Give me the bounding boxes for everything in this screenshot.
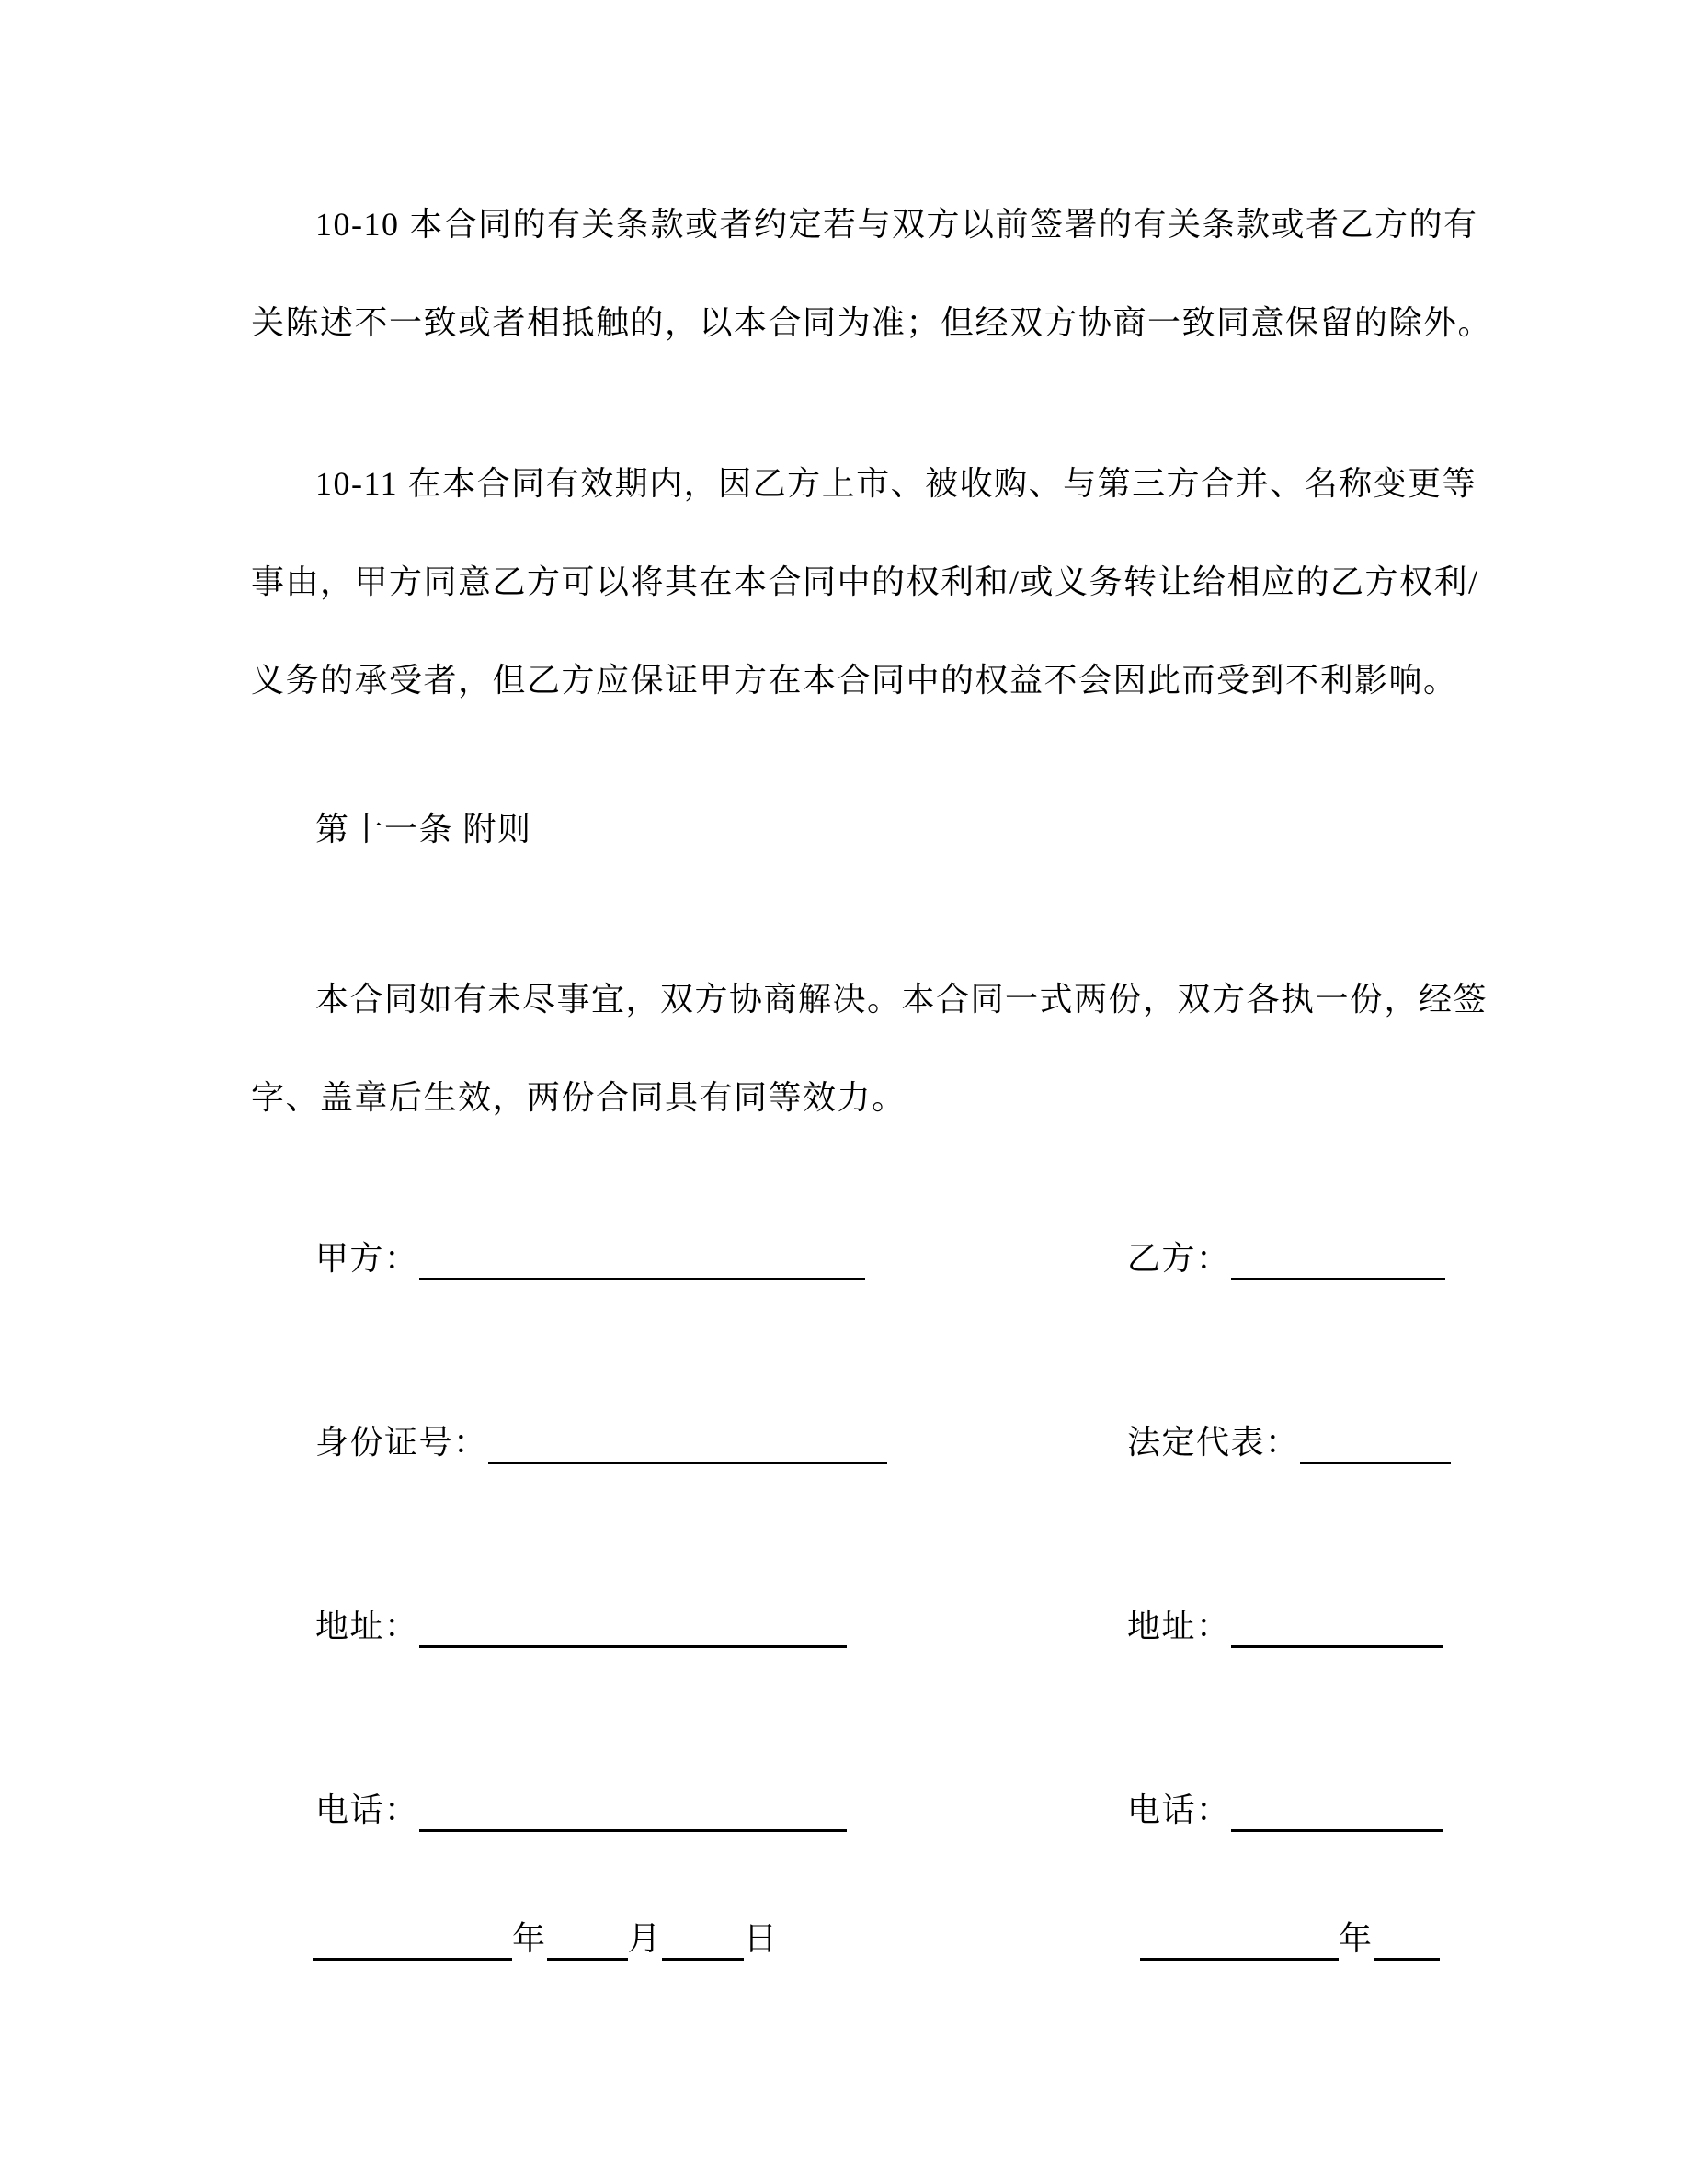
- party-b-label: 乙方：: [1127, 1240, 1231, 1277]
- date-row-right: [1140, 1917, 1440, 1961]
- address-b-blank[interactable]: [1231, 1607, 1443, 1648]
- address-a-row: [315, 1604, 847, 1648]
- legal-rep-label: 法定代表：: [1127, 1424, 1300, 1461]
- closing-line-2: 字、盖章后生效，两份合同具有同等效力。: [251, 1079, 907, 1116]
- clause-10-11-line-3: 义务的承受者，但乙方应保证甲方在本合同中的权益不会因此而受到不利影响。: [251, 662, 1458, 699]
- party-b-blank[interactable]: [1231, 1239, 1445, 1280]
- party-a-blank[interactable]: [419, 1239, 865, 1280]
- date-day-label-left: 日: [744, 1920, 779, 1957]
- date-month-blank-right[interactable]: [1374, 1919, 1440, 1961]
- date-year-blank-right[interactable]: [1140, 1919, 1339, 1961]
- date-year-label-right: 年: [1339, 1920, 1374, 1957]
- clause-10-11-line-1: 10-11 在本合同有效期内，因乙方上市、被收购、与第三方合并、名称变更等: [315, 465, 1477, 502]
- clause-10-11-line-2: 事由，甲方同意乙方可以将其在本合同中的权利和/或义务转让给相应的乙方权利/: [251, 563, 1479, 600]
- party-a-row: [315, 1236, 865, 1280]
- legal-rep-row: [1127, 1420, 1451, 1464]
- party-b-row: [1127, 1236, 1445, 1280]
- date-year-label-left: 年: [512, 1920, 547, 1957]
- clause-10-10-line-1: 10-10 本合同的有关条款或者约定若与双方以前签署的有关条款或者乙方的有: [315, 206, 1478, 243]
- phone-a-blank[interactable]: [419, 1791, 847, 1832]
- date-month-label-left: 月: [627, 1920, 663, 1957]
- id-number-row: [315, 1420, 887, 1464]
- closing-line-1: 本合同如有未尽事宜，双方协商解决。本合同一式两份，双方各执一份，经签: [315, 981, 1488, 1018]
- phone-b-label: 电话：: [1127, 1792, 1231, 1828]
- phone-b-blank[interactable]: [1231, 1791, 1443, 1832]
- clause-10-10-line-2: 关陈述不一致或者相抵触的，以本合同为准；但经双方协商一致同意保留的除外。: [251, 304, 1493, 341]
- phone-a-label: 电话：: [315, 1792, 419, 1828]
- date-month-blank-left[interactable]: [547, 1919, 628, 1961]
- address-b-row: [1127, 1604, 1443, 1648]
- party-a-label: 甲方：: [315, 1240, 419, 1277]
- legal-rep-blank[interactable]: [1300, 1423, 1451, 1464]
- date-day-blank-left[interactable]: [662, 1919, 744, 1961]
- id-number-label: 身份证号：: [315, 1424, 488, 1461]
- article-11-heading: 第十一条 附则: [315, 811, 532, 847]
- address-b-label: 地址：: [1127, 1608, 1231, 1644]
- phone-a-row: [315, 1788, 847, 1832]
- date-row-left: [313, 1917, 779, 1961]
- id-number-blank[interactable]: [488, 1423, 887, 1464]
- phone-b-row: [1127, 1788, 1443, 1832]
- address-a-label: 地址：: [315, 1608, 419, 1644]
- date-year-blank-left[interactable]: [313, 1919, 512, 1961]
- address-a-blank[interactable]: [419, 1607, 847, 1648]
